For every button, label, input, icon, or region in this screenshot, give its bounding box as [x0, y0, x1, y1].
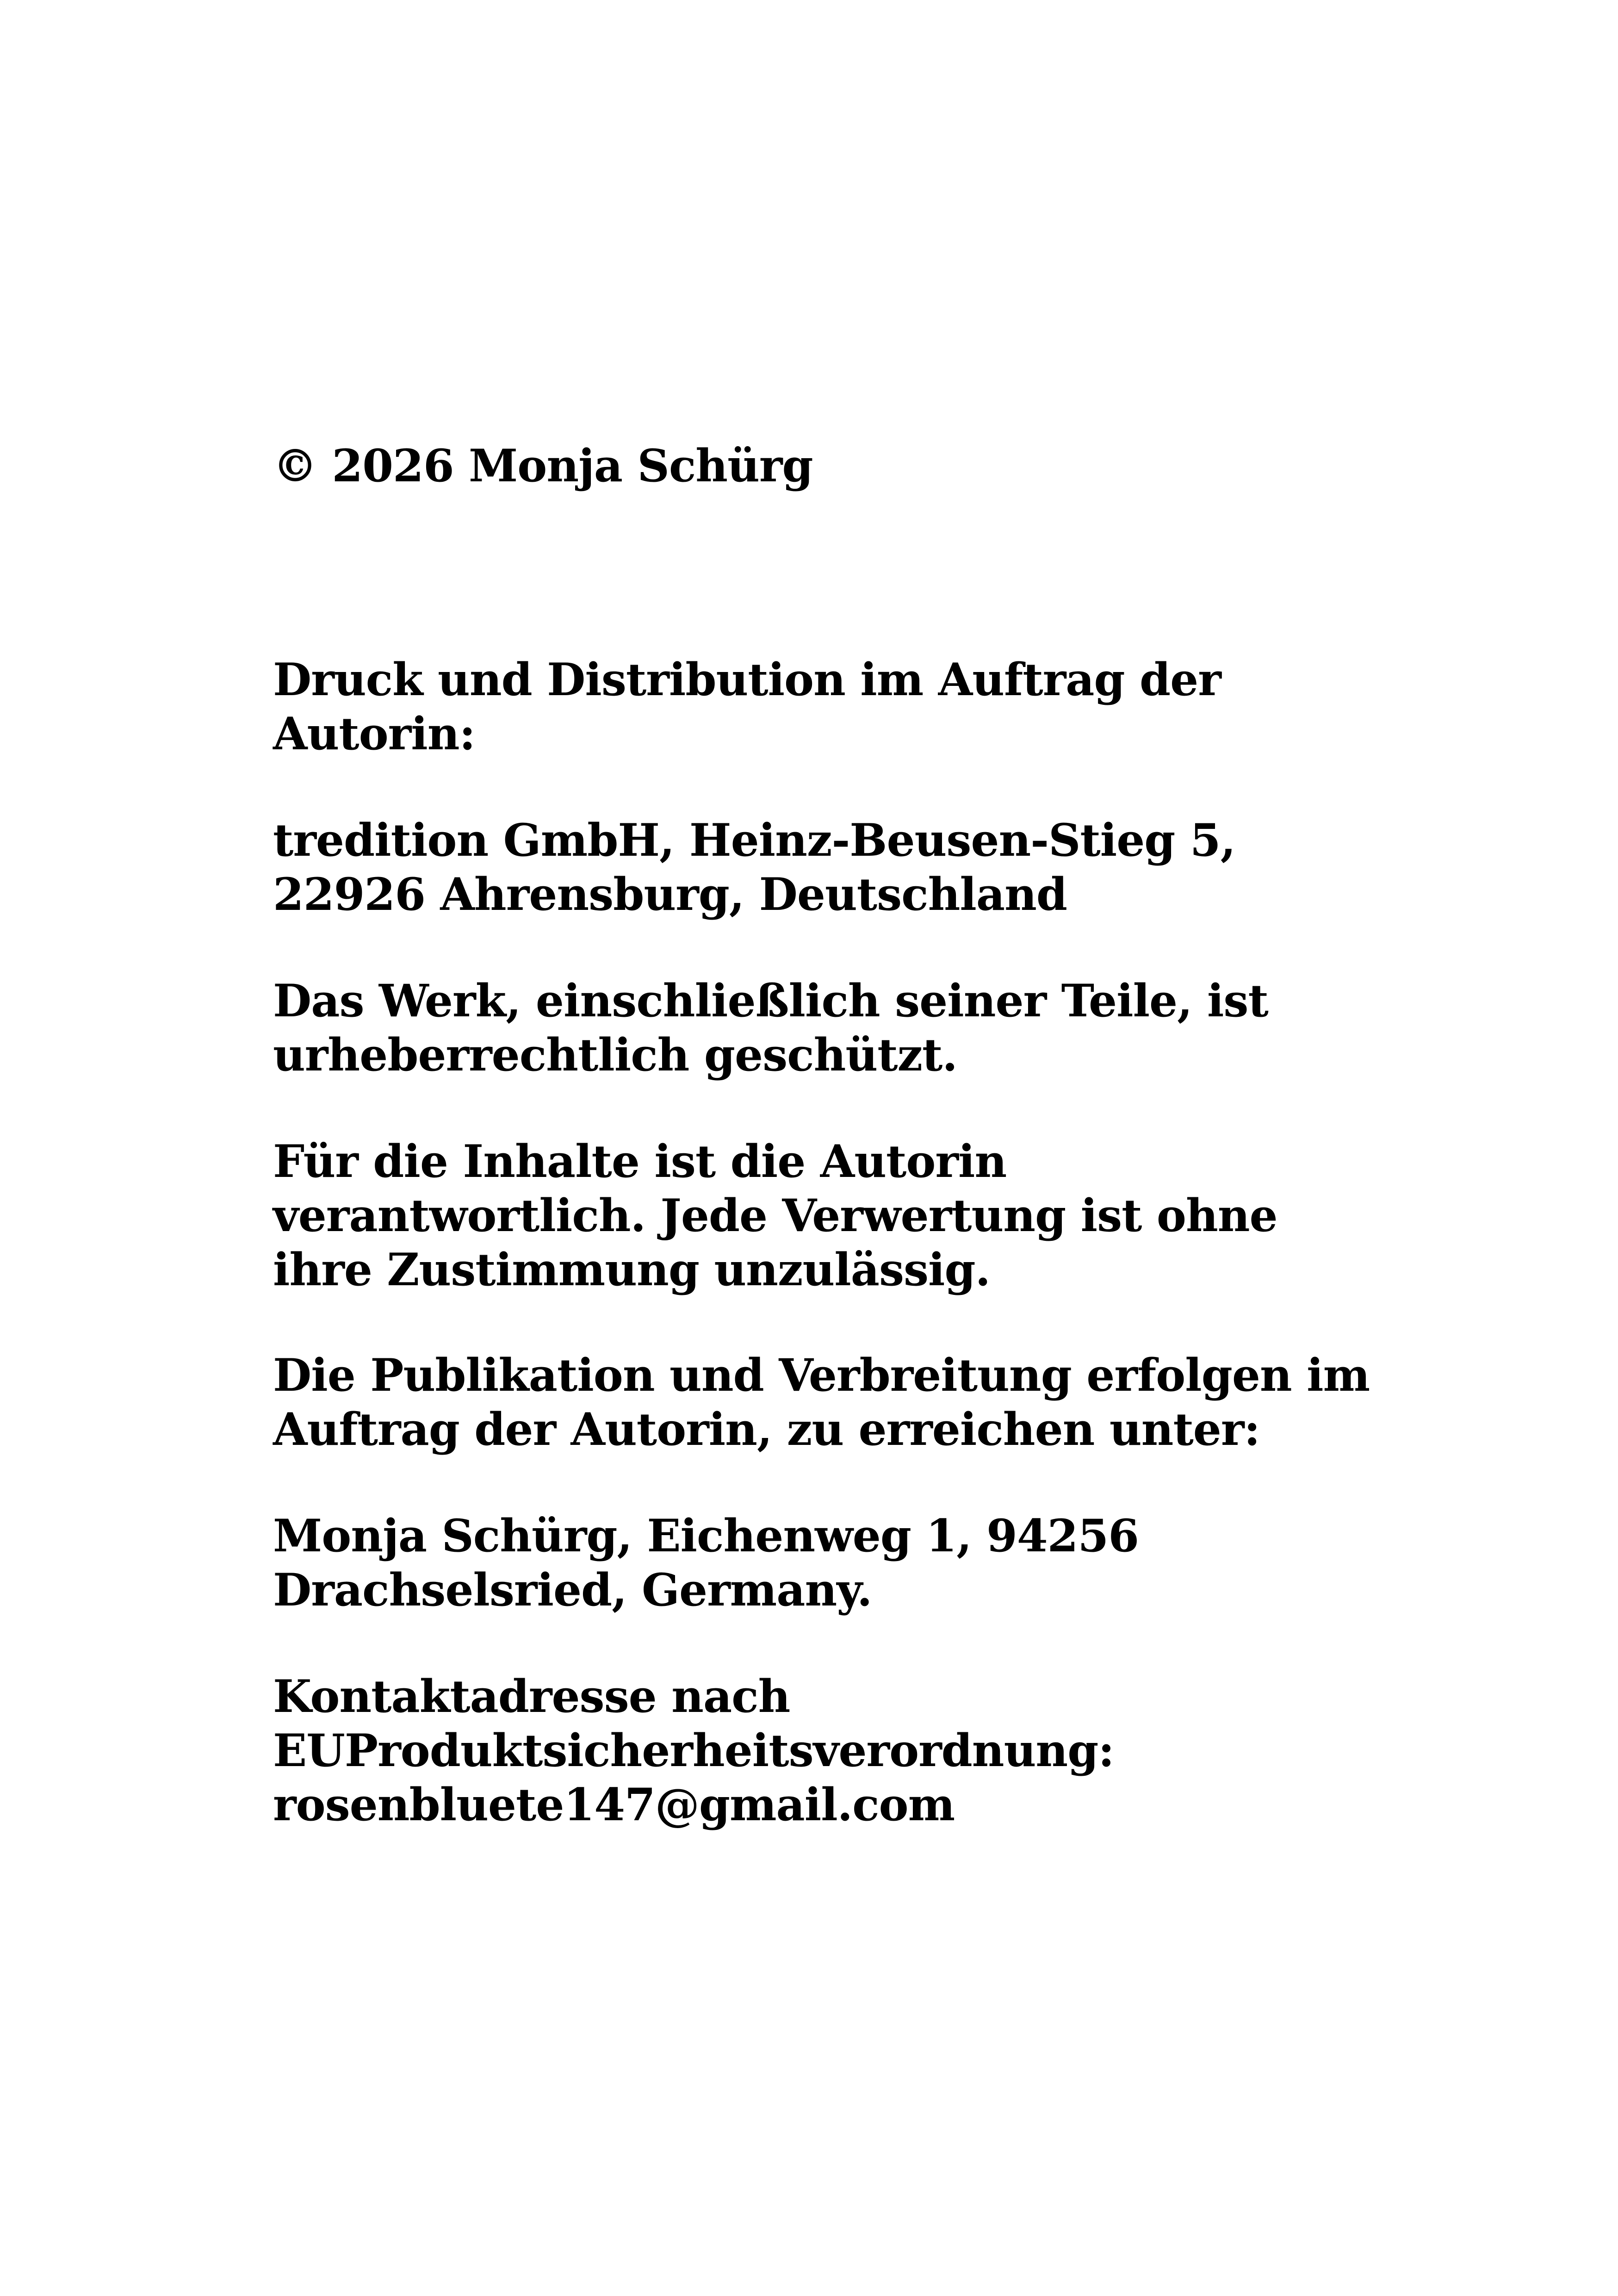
text-line: Autorin: [273, 708, 475, 760]
print-distribution-paragraph [273, 653, 1430, 761]
contact-email: rosenbluete147@gmail.com [273, 1779, 955, 1831]
copyright-line [273, 439, 1430, 493]
text-line: verantwortlich. Jede Verwertung ist ohne [273, 1189, 1277, 1242]
text-line: Für die Inhalte ist die Autorin [273, 1135, 1007, 1188]
author-address-paragraph [273, 1509, 1430, 1617]
publication-paragraph [273, 1348, 1430, 1456]
text-line: Das Werk, einschließlich seiner Teile, ist [273, 975, 1268, 1027]
text-line: urheberrechtlich geschützt. [273, 1029, 957, 1081]
text-line: Druck und Distribution im Auftrag der [273, 653, 1221, 706]
responsibility-paragraph [273, 1134, 1430, 1297]
text-line: 22926 Ahrensburg, Deutschland [273, 868, 1067, 921]
text-line: Die Publikation und Verbreitung erfolgen im [273, 1349, 1370, 1401]
text-line: EUProduktsicherheitsverordnung: [273, 1724, 1114, 1777]
text-line: ihre Zustimmung unzulässig. [273, 1244, 991, 1296]
text-line: Drachselsried, Germany. [273, 1564, 872, 1616]
text-line: Monja Schürg, Eichenweg 1, 94256 [273, 1510, 1139, 1562]
text-line: Auftrag der Autorin, zu erreichen unter: [273, 1403, 1260, 1456]
copyright-notice-paragraph [273, 974, 1430, 1082]
contact-paragraph [273, 1669, 1430, 1832]
text-line: tredition GmbH, Heinz-Beusen-Stieg 5, [273, 814, 1236, 866]
copyright-text: © 2026 Monja Schürg [273, 440, 813, 492]
text-line: Kontaktadresse nach [273, 1670, 790, 1723]
publisher-address-paragraph [273, 813, 1430, 921]
